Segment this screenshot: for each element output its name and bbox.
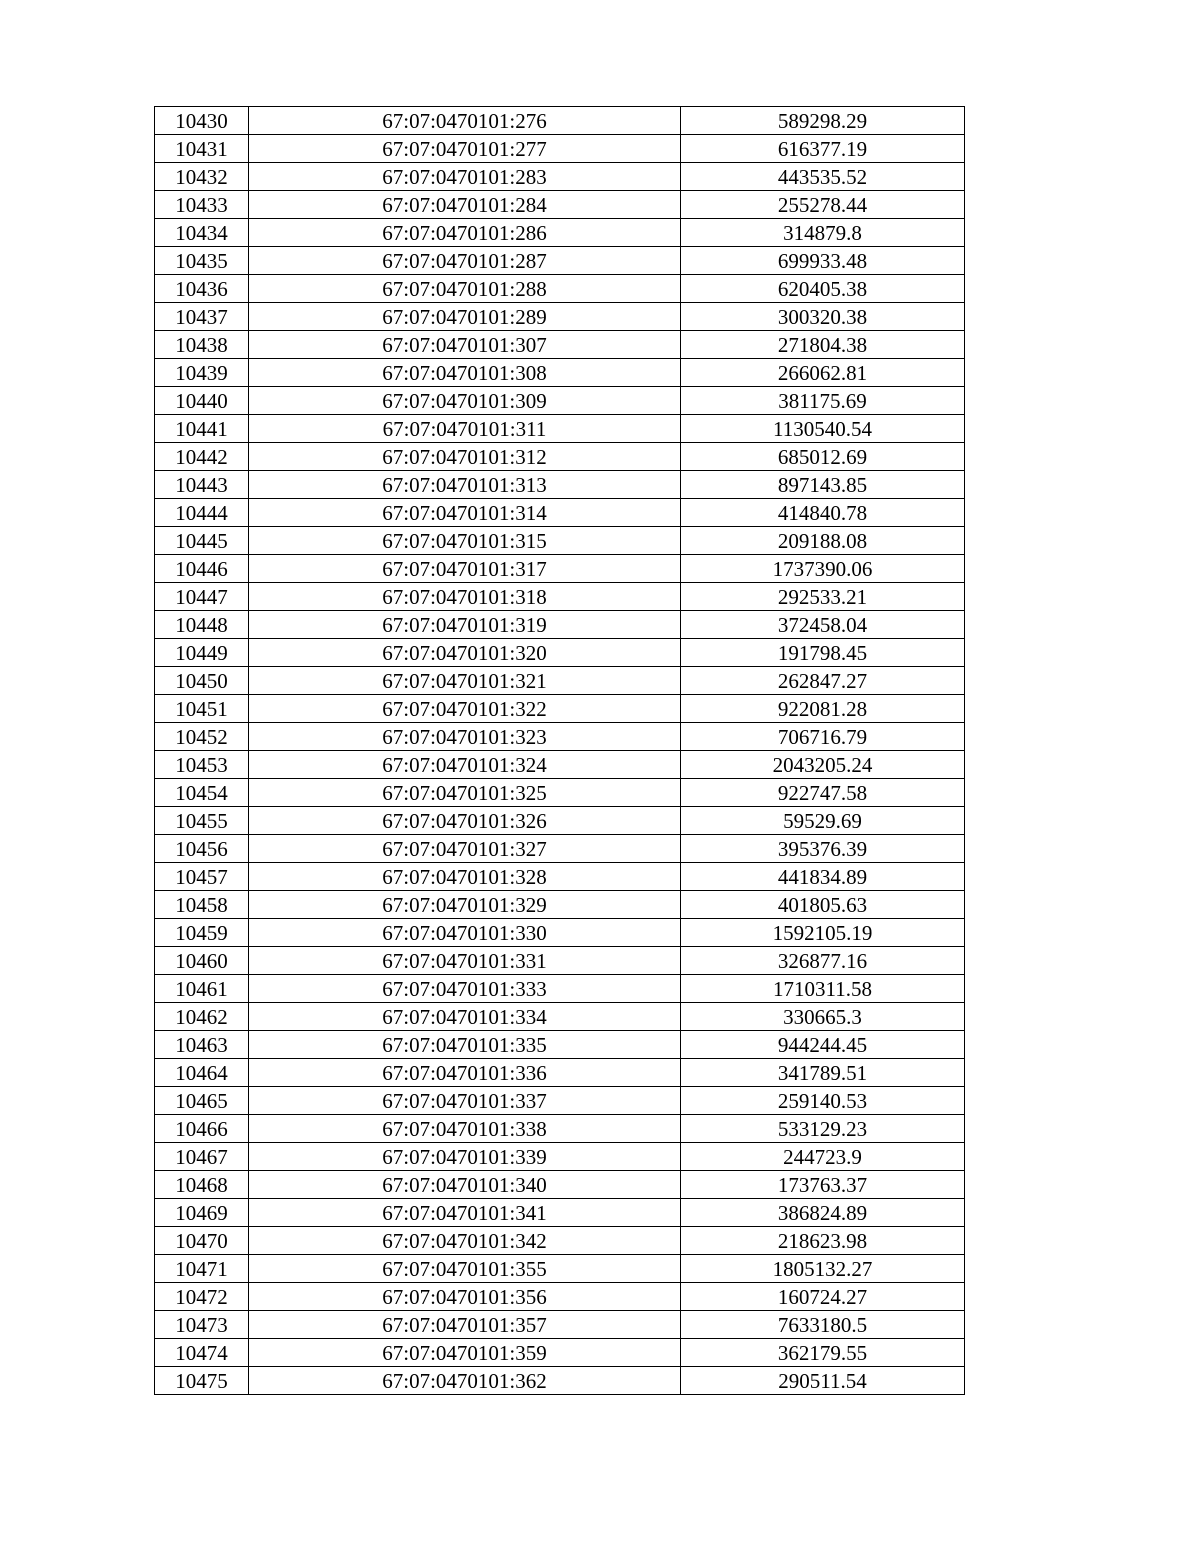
row-number-cell: 10438 <box>155 331 249 359</box>
table-row <box>155 1003 965 1031</box>
value-cell: 699933.48 <box>681 247 965 275</box>
table-row <box>155 891 965 919</box>
table-row <box>155 639 965 667</box>
row-number-cell: 10442 <box>155 443 249 471</box>
table-row <box>155 947 965 975</box>
value-cell: 443535.52 <box>681 163 965 191</box>
value-cell: 1130540.54 <box>681 415 965 443</box>
table-row <box>155 303 965 331</box>
cadastral-number-cell: 67:07:0470101:317 <box>249 555 681 583</box>
row-number-cell: 10434 <box>155 219 249 247</box>
row-number-cell: 10436 <box>155 275 249 303</box>
table-body <box>155 107 965 1395</box>
cadastral-number-cell: 67:07:0470101:283 <box>249 163 681 191</box>
row-number-cell: 10451 <box>155 695 249 723</box>
value-cell: 395376.39 <box>681 835 965 863</box>
row-number-cell: 10469 <box>155 1199 249 1227</box>
row-number-cell: 10441 <box>155 415 249 443</box>
value-cell: 386824.89 <box>681 1199 965 1227</box>
cadastral-number-cell: 67:07:0470101:335 <box>249 1031 681 1059</box>
table-row <box>155 1171 965 1199</box>
row-number-cell: 10457 <box>155 863 249 891</box>
row-number-cell: 10459 <box>155 919 249 947</box>
cadastral-number-cell: 67:07:0470101:284 <box>249 191 681 219</box>
value-cell: 259140.53 <box>681 1087 965 1115</box>
row-number-cell: 10456 <box>155 835 249 863</box>
value-cell: 1805132.27 <box>681 1255 965 1283</box>
row-number-cell: 10444 <box>155 499 249 527</box>
table-row <box>155 1059 965 1087</box>
row-number-cell: 10464 <box>155 1059 249 1087</box>
row-number-cell: 10460 <box>155 947 249 975</box>
value-cell: 441834.89 <box>681 863 965 891</box>
value-cell: 209188.08 <box>681 527 965 555</box>
cadastral-number-cell: 67:07:0470101:309 <box>249 387 681 415</box>
row-number-cell: 10454 <box>155 779 249 807</box>
table-row <box>155 1367 965 1395</box>
table-row <box>155 1087 965 1115</box>
table-row <box>155 863 965 891</box>
row-number-cell: 10446 <box>155 555 249 583</box>
row-number-cell: 10445 <box>155 527 249 555</box>
table-row <box>155 107 965 135</box>
table-row <box>155 919 965 947</box>
value-cell: 362179.55 <box>681 1339 965 1367</box>
row-number-cell: 10455 <box>155 807 249 835</box>
value-cell: 1710311.58 <box>681 975 965 1003</box>
row-number-cell: 10453 <box>155 751 249 779</box>
cadastral-number-cell: 67:07:0470101:356 <box>249 1283 681 1311</box>
value-cell: 244723.9 <box>681 1143 965 1171</box>
cadastral-number-cell: 67:07:0470101:287 <box>249 247 681 275</box>
value-cell: 341789.51 <box>681 1059 965 1087</box>
value-cell: 262847.27 <box>681 667 965 695</box>
cadastral-number-cell: 67:07:0470101:313 <box>249 471 681 499</box>
cadastral-number-cell: 67:07:0470101:330 <box>249 919 681 947</box>
table-row <box>155 1143 965 1171</box>
value-cell: 372458.04 <box>681 611 965 639</box>
table-row <box>155 723 965 751</box>
cadastral-number-cell: 67:07:0470101:338 <box>249 1115 681 1143</box>
row-number-cell: 10435 <box>155 247 249 275</box>
cadastral-number-cell: 67:07:0470101:327 <box>249 835 681 863</box>
row-number-cell: 10463 <box>155 1031 249 1059</box>
row-number-cell: 10439 <box>155 359 249 387</box>
row-number-cell: 10475 <box>155 1367 249 1395</box>
row-number-cell: 10431 <box>155 135 249 163</box>
table-row <box>155 443 965 471</box>
value-cell: 685012.69 <box>681 443 965 471</box>
table-row <box>155 807 965 835</box>
table-row <box>155 1115 965 1143</box>
value-cell: 255278.44 <box>681 191 965 219</box>
cadastral-number-cell: 67:07:0470101:362 <box>249 1367 681 1395</box>
cadastral-number-cell: 67:07:0470101:312 <box>249 443 681 471</box>
cadastral-number-cell: 67:07:0470101:325 <box>249 779 681 807</box>
cadastral-number-cell: 67:07:0470101:334 <box>249 1003 681 1031</box>
table-row <box>155 555 965 583</box>
value-cell: 616377.19 <box>681 135 965 163</box>
cadastral-number-cell: 67:07:0470101:341 <box>249 1199 681 1227</box>
cadastral-number-cell: 67:07:0470101:324 <box>249 751 681 779</box>
row-number-cell: 10467 <box>155 1143 249 1171</box>
value-cell: 266062.81 <box>681 359 965 387</box>
cadastral-number-cell: 67:07:0470101:308 <box>249 359 681 387</box>
value-cell: 314879.8 <box>681 219 965 247</box>
cadastral-number-cell: 67:07:0470101:355 <box>249 1255 681 1283</box>
cadastral-number-cell: 67:07:0470101:315 <box>249 527 681 555</box>
table-row <box>155 275 965 303</box>
cadastral-number-cell: 67:07:0470101:342 <box>249 1227 681 1255</box>
value-cell: 191798.45 <box>681 639 965 667</box>
table-row <box>155 359 965 387</box>
value-cell: 1592105.19 <box>681 919 965 947</box>
table-row <box>155 387 965 415</box>
cadastral-number-cell: 67:07:0470101:326 <box>249 807 681 835</box>
value-cell: 922081.28 <box>681 695 965 723</box>
value-cell: 290511.54 <box>681 1367 965 1395</box>
table-row <box>155 835 965 863</box>
value-cell: 59529.69 <box>681 807 965 835</box>
value-cell: 922747.58 <box>681 779 965 807</box>
cadastral-number-cell: 67:07:0470101:277 <box>249 135 681 163</box>
table-row <box>155 1199 965 1227</box>
value-cell: 1737390.06 <box>681 555 965 583</box>
table-row <box>155 163 965 191</box>
table-row <box>155 751 965 779</box>
value-cell: 7633180.5 <box>681 1311 965 1339</box>
row-number-cell: 10450 <box>155 667 249 695</box>
row-number-cell: 10462 <box>155 1003 249 1031</box>
row-number-cell: 10458 <box>155 891 249 919</box>
cadastral-number-cell: 67:07:0470101:336 <box>249 1059 681 1087</box>
row-number-cell: 10466 <box>155 1115 249 1143</box>
table-row <box>155 1283 965 1311</box>
row-number-cell: 10452 <box>155 723 249 751</box>
row-number-cell: 10432 <box>155 163 249 191</box>
cadastral-number-cell: 67:07:0470101:323 <box>249 723 681 751</box>
value-cell: 330665.3 <box>681 1003 965 1031</box>
value-cell: 271804.38 <box>681 331 965 359</box>
value-cell: 292533.21 <box>681 583 965 611</box>
row-number-cell: 10471 <box>155 1255 249 1283</box>
table-row <box>155 191 965 219</box>
row-number-cell: 10437 <box>155 303 249 331</box>
table-row <box>155 527 965 555</box>
value-cell: 414840.78 <box>681 499 965 527</box>
value-cell: 381175.69 <box>681 387 965 415</box>
row-number-cell: 10470 <box>155 1227 249 1255</box>
cadastral-number-cell: 67:07:0470101:320 <box>249 639 681 667</box>
value-cell: 218623.98 <box>681 1227 965 1255</box>
cadastral-number-cell: 67:07:0470101:328 <box>249 863 681 891</box>
row-number-cell: 10468 <box>155 1171 249 1199</box>
table-row <box>155 1227 965 1255</box>
table-row <box>155 499 965 527</box>
table-row <box>155 247 965 275</box>
cadastral-number-cell: 67:07:0470101:288 <box>249 275 681 303</box>
row-number-cell: 10465 <box>155 1087 249 1115</box>
table-row <box>155 611 965 639</box>
value-cell: 173763.37 <box>681 1171 965 1199</box>
value-cell: 326877.16 <box>681 947 965 975</box>
value-cell: 944244.45 <box>681 1031 965 1059</box>
value-cell: 897143.85 <box>681 471 965 499</box>
cadastral-number-cell: 67:07:0470101:357 <box>249 1311 681 1339</box>
table-row <box>155 331 965 359</box>
table-row <box>155 1339 965 1367</box>
row-number-cell: 10433 <box>155 191 249 219</box>
table-row <box>155 219 965 247</box>
cadastral-number-cell: 67:07:0470101:339 <box>249 1143 681 1171</box>
table-row <box>155 415 965 443</box>
value-cell: 706716.79 <box>681 723 965 751</box>
table-row <box>155 667 965 695</box>
cadastral-number-cell: 67:07:0470101:329 <box>249 891 681 919</box>
row-number-cell: 10473 <box>155 1311 249 1339</box>
cadastral-number-cell: 67:07:0470101:314 <box>249 499 681 527</box>
row-number-cell: 10440 <box>155 387 249 415</box>
value-cell: 2043205.24 <box>681 751 965 779</box>
cadastral-number-cell: 67:07:0470101:276 <box>249 107 681 135</box>
cadastral-number-cell: 67:07:0470101:331 <box>249 947 681 975</box>
value-cell: 300320.38 <box>681 303 965 331</box>
cadastral-number-cell: 67:07:0470101:286 <box>249 219 681 247</box>
cadastral-number-cell: 67:07:0470101:311 <box>249 415 681 443</box>
cadastral-number-cell: 67:07:0470101:321 <box>249 667 681 695</box>
cadastral-number-cell: 67:07:0470101:322 <box>249 695 681 723</box>
cadastral-number-cell: 67:07:0470101:307 <box>249 331 681 359</box>
table-row <box>155 471 965 499</box>
cadastral-number-cell: 67:07:0470101:333 <box>249 975 681 1003</box>
table-row <box>155 135 965 163</box>
cadastral-number-cell: 67:07:0470101:359 <box>249 1339 681 1367</box>
cadastral-number-cell: 67:07:0470101:337 <box>249 1087 681 1115</box>
table-row <box>155 779 965 807</box>
row-number-cell: 10447 <box>155 583 249 611</box>
row-number-cell: 10430 <box>155 107 249 135</box>
row-number-cell: 10443 <box>155 471 249 499</box>
table-row <box>155 1031 965 1059</box>
table-row <box>155 583 965 611</box>
value-cell: 533129.23 <box>681 1115 965 1143</box>
cadastral-number-cell: 67:07:0470101:340 <box>249 1171 681 1199</box>
data-table <box>154 106 965 1395</box>
cadastral-number-cell: 67:07:0470101:318 <box>249 583 681 611</box>
table-row <box>155 695 965 723</box>
value-cell: 620405.38 <box>681 275 965 303</box>
table-row <box>155 1255 965 1283</box>
table-row <box>155 975 965 1003</box>
table-row <box>155 1311 965 1339</box>
row-number-cell: 10461 <box>155 975 249 1003</box>
value-cell: 401805.63 <box>681 891 965 919</box>
row-number-cell: 10472 <box>155 1283 249 1311</box>
row-number-cell: 10474 <box>155 1339 249 1367</box>
value-cell: 160724.27 <box>681 1283 965 1311</box>
value-cell: 589298.29 <box>681 107 965 135</box>
cadastral-number-cell: 67:07:0470101:289 <box>249 303 681 331</box>
row-number-cell: 10448 <box>155 611 249 639</box>
cadastral-number-cell: 67:07:0470101:319 <box>249 611 681 639</box>
row-number-cell: 10449 <box>155 639 249 667</box>
